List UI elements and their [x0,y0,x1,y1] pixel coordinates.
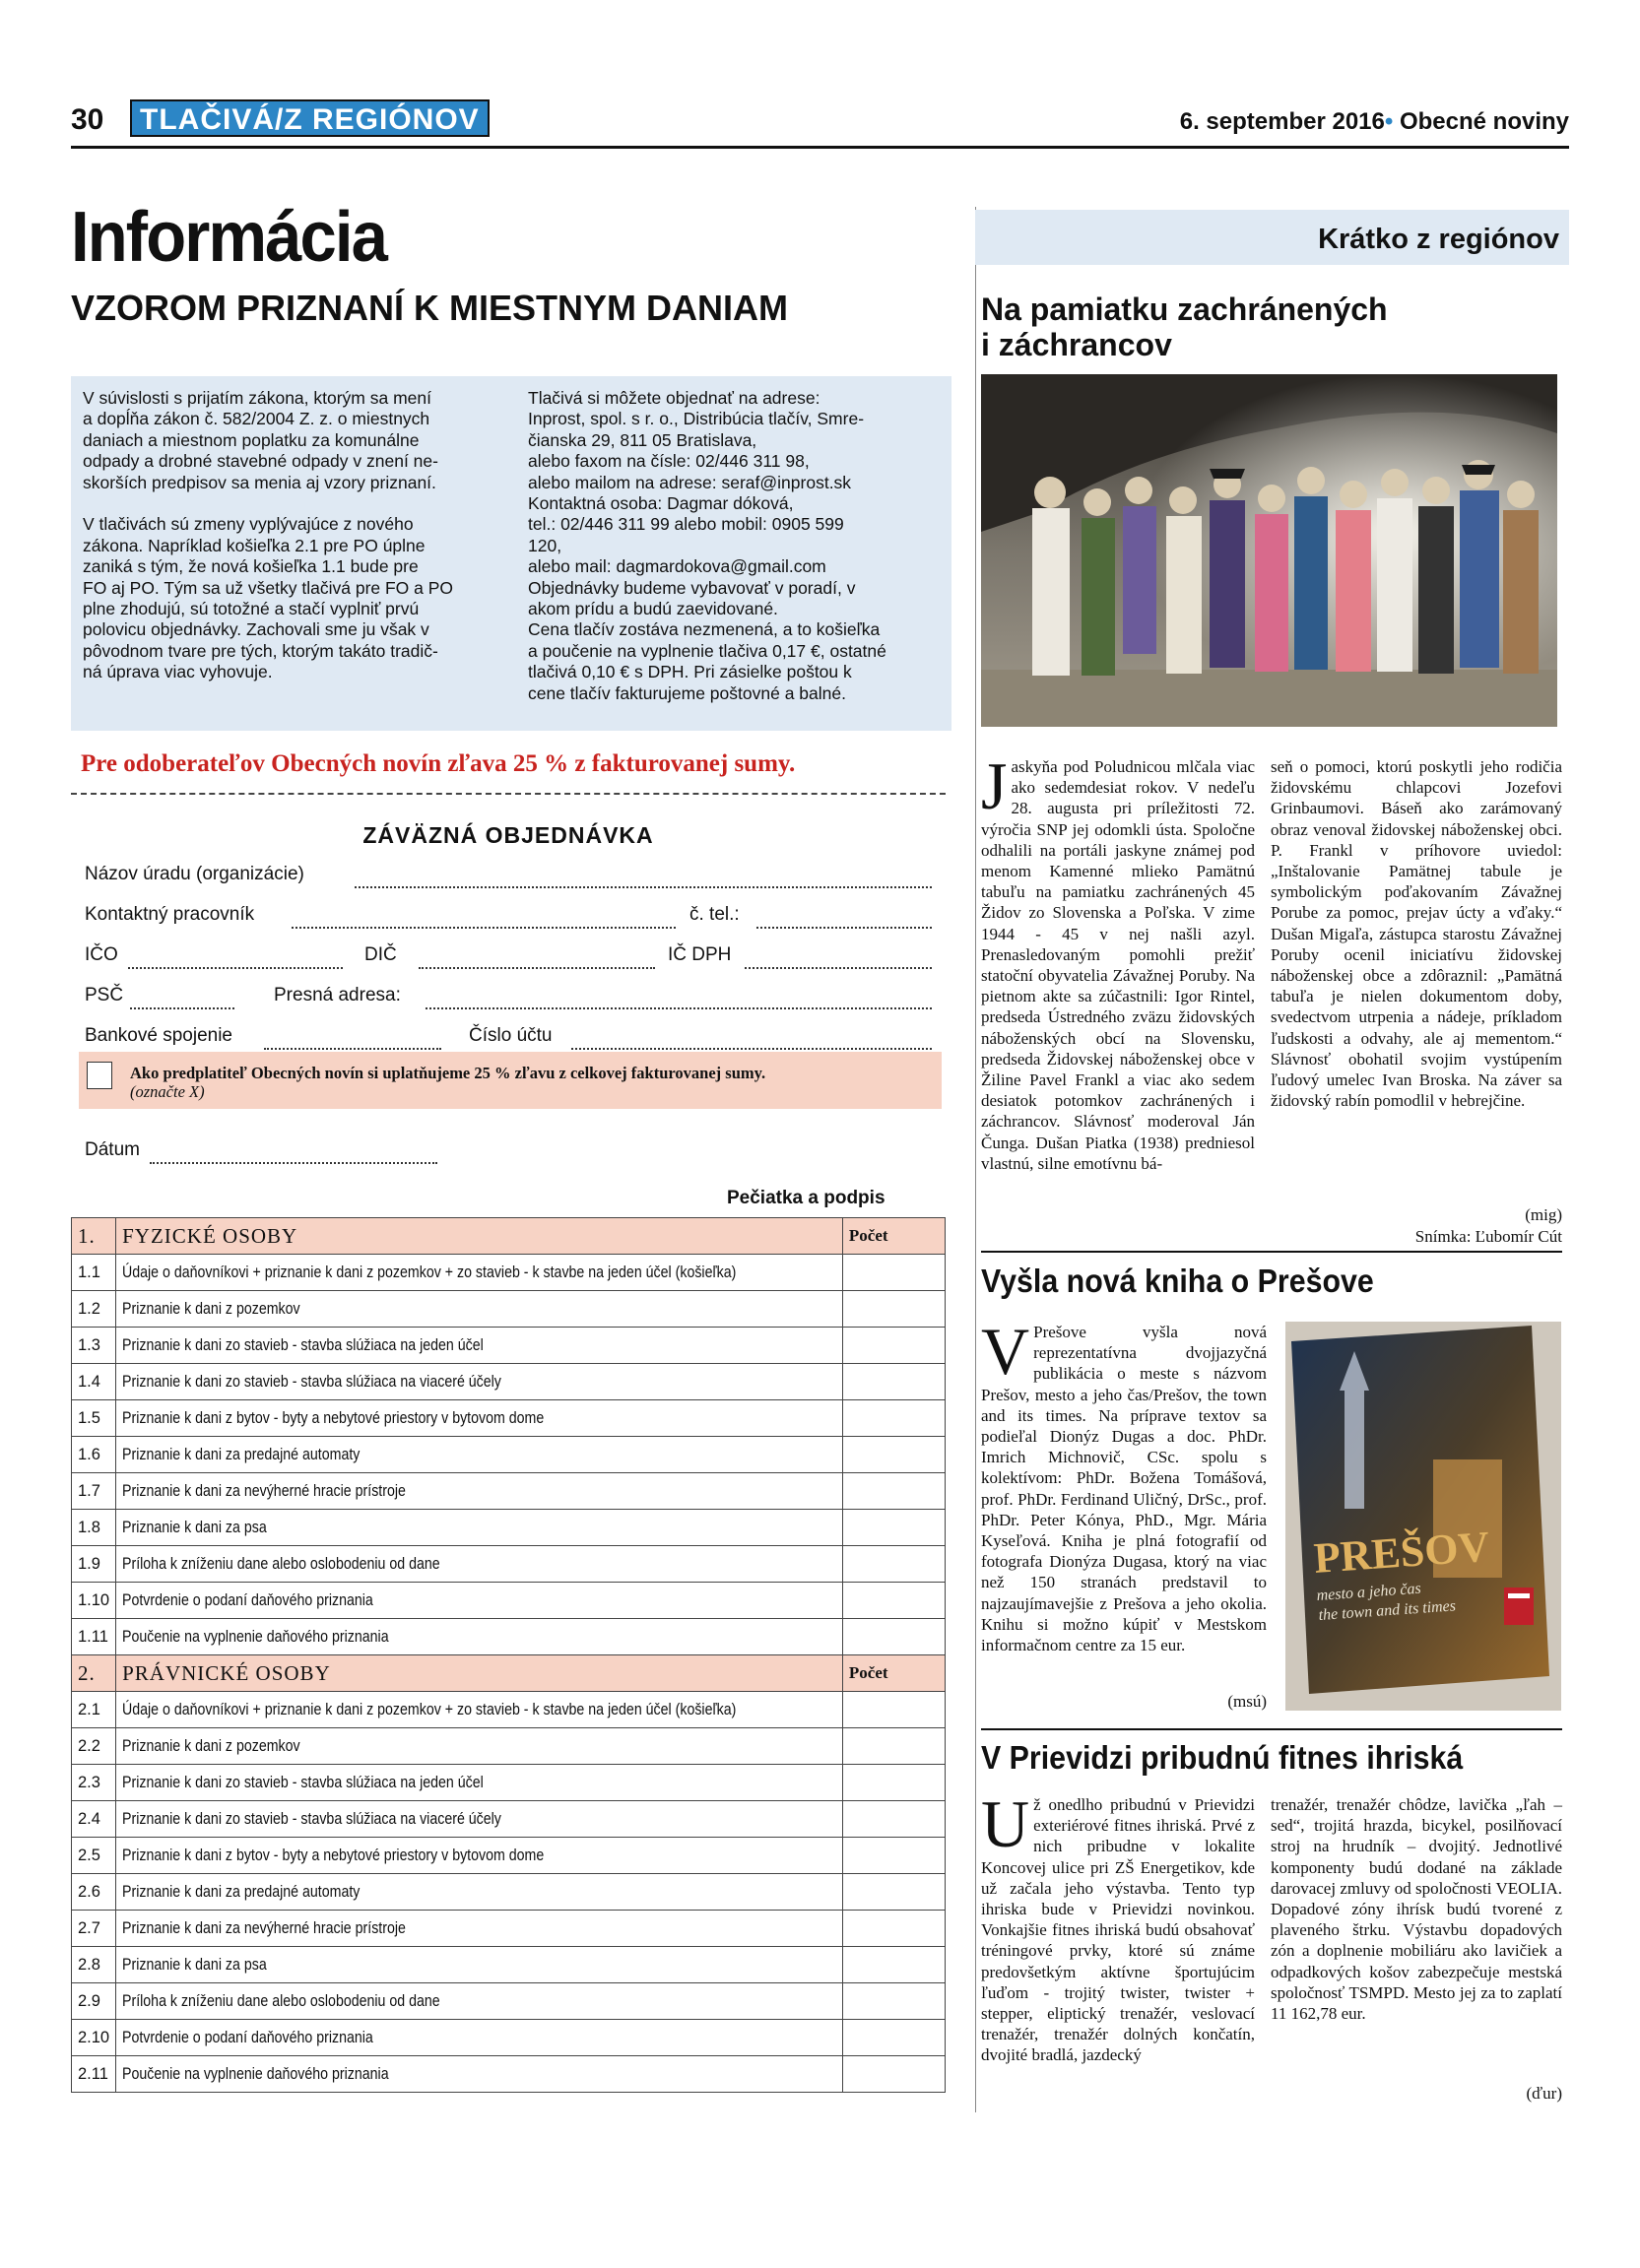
row-description [116,1546,843,1583]
section-number: 1. [72,1218,116,1255]
table-row [72,1546,946,1583]
article2-text: Prešove vyšla nová reprezentatívna dvojjazyčná publikácia o meste s názvom Prešov, mesto a jeho čas/Prešov, the town and its times. Na príprave textov sa podieľal Dionýz Dugas a doc. PhDr. Imrich Michnovič, CSc. spolu s kolektívom: PhDr. Božena Tomášová, prof. PhDr. Ferdinand Uličný, DrSc., prof. PhDr. Peter Kónya, PhD., Mgr. Mária Kyseľová. Kniha je plná fotografií od fotografa Dionýza Dugasa, ktorý na viac než 150 stranách predstavil to najzaujímavejšie z Prešova a jeho okolia. Knihu si možno kúpiť v Mestskom informačnom centre za 15 eur. [981,1323,1267,1655]
table-section-header [72,1218,946,1255]
count-input[interactable] [842,1328,945,1364]
office-label: Názov úradu (organizácie) [85,864,304,884]
phone-field[interactable] [756,911,932,929]
row-number: 1.7 [72,1473,116,1510]
row-description [116,1291,843,1328]
count-input[interactable] [842,1692,945,1728]
cave-group-photo [981,374,1557,727]
address-field[interactable] [426,992,932,1009]
article3-signature: (ďur) [1526,2084,1562,2103]
table-row [72,1364,946,1400]
icdph-label: IČ DPH [668,944,732,965]
book-subtitle-1: mesto a jeho čas [1316,1580,1422,1604]
article2-body [981,1314,1267,1655]
row-description [116,2056,843,2093]
count-input[interactable] [842,1765,945,1801]
count-input[interactable] [842,2020,945,2056]
row-description-text: Priznanie k dani zo stavieb - stavba slúžiaca na viaceré účely [122,1809,502,1828]
article2-signature: (msú) [1227,1692,1267,1711]
table-row [72,1291,946,1328]
article1-signature: (mig) [1525,1205,1562,1224]
count-input[interactable] [842,1437,945,1473]
row-description-text: Priznanie k dani zo stavieb - stavba slúžiaca na jeden účel [122,1335,484,1354]
row-description [116,1473,843,1510]
row-number: 1.9 [72,1546,116,1583]
header-rule [71,146,1569,149]
article1-col2: seň o pomoci, ktorú poskytli jeho rodičia židovskému chlapcovi Jozefovi Grinbaumovi. Báseň ako zarámovaný obraz venoval židovskej náboženskej obci. P. Frankl v príhovore uviedol: „Inštalovanie Pamätnej tabule je symbolickým poďakovaním Závažnej Porube za pomoc, prejav úcty a vďaky.“ Dušan Migaľa, zástupca starostu Závažnej Poruby ocenil iniciatívu židovskej náboženskej obce a zdôraznil: „Pamätná tabuľa je nielen dokumentom doby, svedectvom utrpenia a nádeje, príkladom ľudskosti a odvahy, ale aj mementom.“ Slávnosť obohatil svojim vystúpením ľudový umelec Ivan Broska. Na záver sa židovský rabín pomodlil v hebrejčine. [1271,757,1562,1111]
row-number: 1.3 [72,1328,116,1364]
table-row [72,1328,946,1364]
address-label: Presná adresa: [274,985,401,1005]
row-description-text: Priznanie k dani z pozemkov [122,1736,300,1755]
stamp-label: Pečiatka a podpis [727,1188,886,1208]
date-field[interactable] [150,1146,437,1164]
account-label: Číslo účtu [469,1025,553,1046]
article3-col2: trenažér, trenažér chôdze, lavička „ľah – sed“, trojitá hrazda, bicykel, posilňovací stroj na hrudník – dvojitý. Jednotlivé komponenty budú dodané na základe darovacej zmluvy od spoločnosti VEOLIA. Dopadové zóny ihrísk budú tvorené z plaveného štrku. Výstavbu dopadových zón a doplnenie mobiliáru ako lavičiek a odpadkových košov zabezpečuje mestská spoločnosť TSMPD. Mesto jej za to zaplatí 11 162,78 eur. [1271,1795,1562,2024]
office-field[interactable] [355,871,932,888]
group-photo [981,374,1557,727]
row-description-text: Priznanie k dani za nevýherné hracie prístroje [122,1481,407,1500]
row-number: 2.7 [72,1911,116,1947]
cut-line [71,793,946,795]
table-row [72,1619,946,1655]
checkbox-hint: (označte X) [130,1082,205,1101]
article2-title: Vyšla nová kniha o Prešove [981,1263,1374,1299]
article3-title: V Prievidzi pribudnú fitnes ihriská [981,1739,1464,1776]
row-number: 2.8 [72,1947,116,1983]
table-row [72,1473,946,1510]
checkbox-label [130,1064,765,1101]
article2-dropcap: V [981,1314,1030,1389]
row-description-text: Priznanie k dani za predajné automaty [122,1445,361,1463]
row-description-text: Priznanie k dani za nevýherné hracie prístroje [122,1918,407,1937]
subscriber-discount-box [79,1052,942,1109]
table-row [72,1510,946,1546]
table-row [72,1838,946,1874]
info-text-left: V súvislosti s prijatím zákona, ktorým sa mení a dopĺňa zákon č. 582/2004 Z. z. o miestnych daniach a miestnom poplatku za komunálne odpady a drobné stavebné odpady v znení ne- skorších predpisov sa menia aj vzory priznaní. V tlačivách sú zmeny vyplývajúce z nového zákona. Napríklad košieľka 2.1 pre PO úplne zaniká s tým, že nová košieľka 1.1 bude pre FO aj PO. Tým sa už všetky tlačivá pre FO a PO plne zhodujú, sú totožné a stačí vyplniť prvú polovicu objednávky. Zachovali sme ju však v pôvodnom tvare pre tých, ktorým takáto tradič- ná úprava viac vyhovuje. [83,388,454,682]
row-number: 2.3 [72,1765,116,1801]
article-divider-2 [981,1728,1562,1730]
table-row [72,1728,946,1765]
row-number: 2.6 [72,1874,116,1911]
row-description [116,1255,843,1291]
order-form-title: ZÁVÄZNÁ OBJEDNÁVKA [362,822,654,848]
row-description-text: Poučenie na vyplnenie daňového priznania [122,2064,389,2083]
row-description [116,1619,843,1655]
table-row [72,1437,946,1473]
section-label: TLAČIVÁ/Z REGIÓNOV [130,99,490,137]
count-input[interactable] [842,1728,945,1765]
count-input[interactable] [842,1364,945,1400]
count-input[interactable] [842,1583,945,1619]
row-number: 2.5 [72,1838,116,1874]
article1-dropcap: J [981,748,1008,823]
row-description [116,1510,843,1546]
row-description-text: Príloha k zníženiu dane alebo oslobodeniu od dane [122,1554,440,1573]
count-input[interactable] [842,1838,945,1874]
row-description-text: Priznanie k dani z bytov - byty a nebytové priestory v bytovom dome [122,1408,545,1427]
row-description-text: Priznanie k dani zo stavieb - stavba slúžiaca na jeden účel [122,1773,484,1791]
row-number: 2.10 [72,2020,116,2056]
book-cover-image [1285,1322,1561,1711]
count-input[interactable] [842,1983,945,2020]
row-description-text: Priznanie k dani za psa [122,1955,267,1974]
row-description [116,1911,843,1947]
dic-label: DIČ [364,944,397,965]
row-description [116,1874,843,1911]
page-subtitle: VZOROM PRIZNANÍ K MIESTNYM DANIAM [71,288,788,328]
contact-label: Kontaktný pracovník [85,904,255,925]
article1-title: Na pamiatku zachránených i záchrancov [981,292,1388,362]
bank-label: Bankové spojenie [85,1025,232,1046]
row-description [116,1692,843,1728]
count-input[interactable] [842,1400,945,1437]
row-number: 2.11 [72,2056,116,2093]
count-input[interactable] [842,1291,945,1328]
table-row [72,1801,946,1838]
psc-field[interactable] [130,992,234,1009]
ico-label: IČO [85,944,118,965]
table-row [72,1983,946,2020]
icdph-field[interactable] [745,951,932,969]
row-description-text: Potvrdenie o podaní daňového priznania [122,2028,373,2046]
count-input[interactable] [842,1947,945,1983]
article1-photo-credit: Snímka: Ľubomír Cút [1414,1227,1562,1246]
date-text: 6. september 2016 [1179,108,1385,135]
page-title: Informácia [71,198,387,277]
row-number: 2.9 [72,1983,116,2020]
date-label: Dátum [85,1139,140,1160]
row-description-text: Príloha k zníženiu dane alebo oslobodeniu od dane [122,1991,440,2010]
count-input[interactable] [842,1874,945,1911]
row-number: 1.6 [72,1437,116,1473]
table-row [72,1874,946,1911]
row-number: 1.2 [72,1291,116,1328]
table-row [72,1692,946,1728]
info-box [71,376,951,731]
row-description [116,1765,843,1801]
count-input[interactable] [842,1801,945,1838]
article3-dropcap: U [981,1786,1030,1861]
account-field[interactable] [571,1032,932,1050]
row-description-text: Priznanie k dani zo stavieb - stavba slúžiaca na viaceré účely [122,1372,502,1391]
row-description-text: Potvrdenie o podaní daňového priznania [122,1590,373,1609]
publication-name: Obecné noviny [1399,108,1569,135]
row-description [116,1983,843,2020]
issue-date [1180,108,1569,136]
table-row [72,2056,946,2093]
row-description [116,1801,843,1838]
count-header: Počet [842,1218,945,1255]
row-description-text: Priznanie k dani za predajné automaty [122,1882,361,1901]
count-input[interactable] [842,1510,945,1546]
table-row [72,1947,946,1983]
row-description [116,1328,843,1364]
subscriber-checkbox[interactable] [87,1062,112,1089]
section-number: 2. [72,1655,116,1692]
article-divider [981,1251,1562,1253]
ico-field[interactable] [128,951,343,969]
table-row [72,1255,946,1291]
count-input[interactable] [842,1619,945,1655]
row-description [116,1728,843,1765]
row-number: 2.1 [72,1692,116,1728]
section-title: FYZICKÉ OSOBY [116,1218,843,1255]
table-row [72,2020,946,2056]
section-title: PRÁVNICKÉ OSOBY [116,1655,843,1692]
info-text-right: Tlačivá si môžete objednať na adrese: Inprost, spol. s r. o., Distribúcia tlačív, Smre- čianska 29, 811 05 Bratislava, alebo faxom na čísle: 02/446 311 98, alebo mailom na adrese: seraf@inprost.sk Kontaktná osoba: Dagmar dóková, tel.: 02/446 311 99 alebo mobil: 0905 599 120, alebo mail: dagmardokova@gmail.com Objednávky budeme vybavovať v poradí, v akom prídu a budú zaevidované. Cena tlačív zostáva nezmenená, a to košieľka a poučenie na vyplnenie tlačiva 0,17 €, ostatné tlačivá 0,10 € s DPH. Pri zásielke poštou k cene tlačív fakturujeme poštovné a balné. [528,388,886,703]
order-table [71,1217,946,2093]
row-number: 2.2 [72,1728,116,1765]
count-input[interactable] [842,1255,945,1291]
row-description [116,1947,843,1983]
row-number: 1.10 [72,1583,116,1619]
row-description [116,1400,843,1437]
table-row [72,1400,946,1437]
checkbox-text: Ako predplatiteľ Obecných novín si uplatňujeme 25 % zľavu z celkovej fakturovanej sumy. [130,1064,766,1082]
row-description-text: Údaje o daňovníkovi + priznanie k dani z pozemkov + zo stavieb - k stavbe na jeden účel (košieľka) [122,1263,737,1281]
row-description-text: Údaje o daňovníkovi + priznanie k dani z pozemkov + zo stavieb - k stavbe na jeden účel (košieľka) [122,1700,737,1718]
row-number: 2.4 [72,1801,116,1838]
contact-field[interactable] [292,911,676,929]
table-row [72,1911,946,1947]
row-number: 1.4 [72,1364,116,1400]
article1-col1-text: askyňa pod Poludnicou mlčala viac ako sedemdesiat rokov. V nedeľu 28. augusta pri príležitosti 72. výročia SNP jej odomkli ústa. Spoločne odhalili na portáli jaskyne známej pod menom Kamenné mlieko Pamätnú tabuľu na pamiatku zachránených 45 Židov zo Slovenska a Poľska. V zime 1944 - 45 v nej našli azyl. Prenasledovaným pomohli prežiť statoční obyvatelia Závažnej Poruby. Na pietnom akte sa zúčastnili: Igor Rintel, predseda Ústredného zväzu židovských náboženských obcí na Slovensku, predseda Židovskej náboženskej obce v Žiline Pavel Frankl a viac ako sedem desiatok potomkov zachránených i záchrancov. Slávnosť moderoval Ján Čunga. Dušan Piatka (1938) predniesol vlastnú, silne emotívnu bá- [981,757,1255,1173]
row-description [116,1437,843,1473]
bank-field[interactable] [264,1032,441,1050]
dic-field[interactable] [419,951,655,969]
count-header: Počet [842,1655,945,1692]
psc-label: PSČ [85,985,124,1005]
row-description [116,1364,843,1400]
row-description [116,1838,843,1874]
table-row [72,1765,946,1801]
row-number: 1.11 [72,1619,116,1655]
table-row [72,1583,946,1619]
book-subtitle-2: the town and its times [1318,1597,1457,1624]
count-input[interactable] [842,1473,945,1510]
article1-col1 [981,748,1255,1174]
row-description [116,1583,843,1619]
count-input[interactable] [842,1546,945,1583]
book-photo [1285,1322,1561,1711]
row-number: 1.1 [72,1255,116,1291]
column-divider [975,207,976,2112]
page-number: 30 [71,103,104,136]
count-input[interactable] [842,1911,945,1947]
count-input[interactable] [842,2056,945,2093]
article3-col1 [981,1786,1255,2066]
row-description-text: Priznanie k dani za psa [122,1518,267,1536]
row-description-text: Priznanie k dani z bytov - byty a nebytové priestory v bytovom dome [122,1846,545,1864]
row-description-text: Poučenie na vyplnenie daňového priznania [122,1627,389,1646]
row-description-text: Priznanie k dani z pozemkov [122,1299,300,1318]
row-number: 1.8 [72,1510,116,1546]
article3-col1-text: ž onedlho pribudnú v Prievidzi exteriérové fitnes ihriská. Prvé z nich pribudne v lokalite Koncovej ulice pri ZŠ Energetikov, kde už začala jeho výstavba. Tento typ ihriska bude v Prievidzi novinkou. Vonkajšie fitnes ihriská budú obsahovať tréningové prvky, ktoré sú známe predovšetkým aktívne športujúcim ľuďom - trojitý twister, twister + stepper, eliptický trenažér, veslovací trenažér, trenažér dolných končatín, dvojité bradlá, jazdecký [981,1795,1255,2065]
bullet: • [1384,108,1394,135]
table-section-header [72,1655,946,1692]
regions-banner-text: Krátko z regiónov [1318,224,1559,255]
book-title-text: PREŠOV [1312,1522,1491,1583]
row-number: 1.5 [72,1400,116,1437]
discount-notice: Pre odoberateľov Obecných novín zľava 25 % z fakturovanej sumy. [81,750,796,777]
row-description [116,2020,843,2056]
phone-label: č. tel.: [689,904,740,925]
